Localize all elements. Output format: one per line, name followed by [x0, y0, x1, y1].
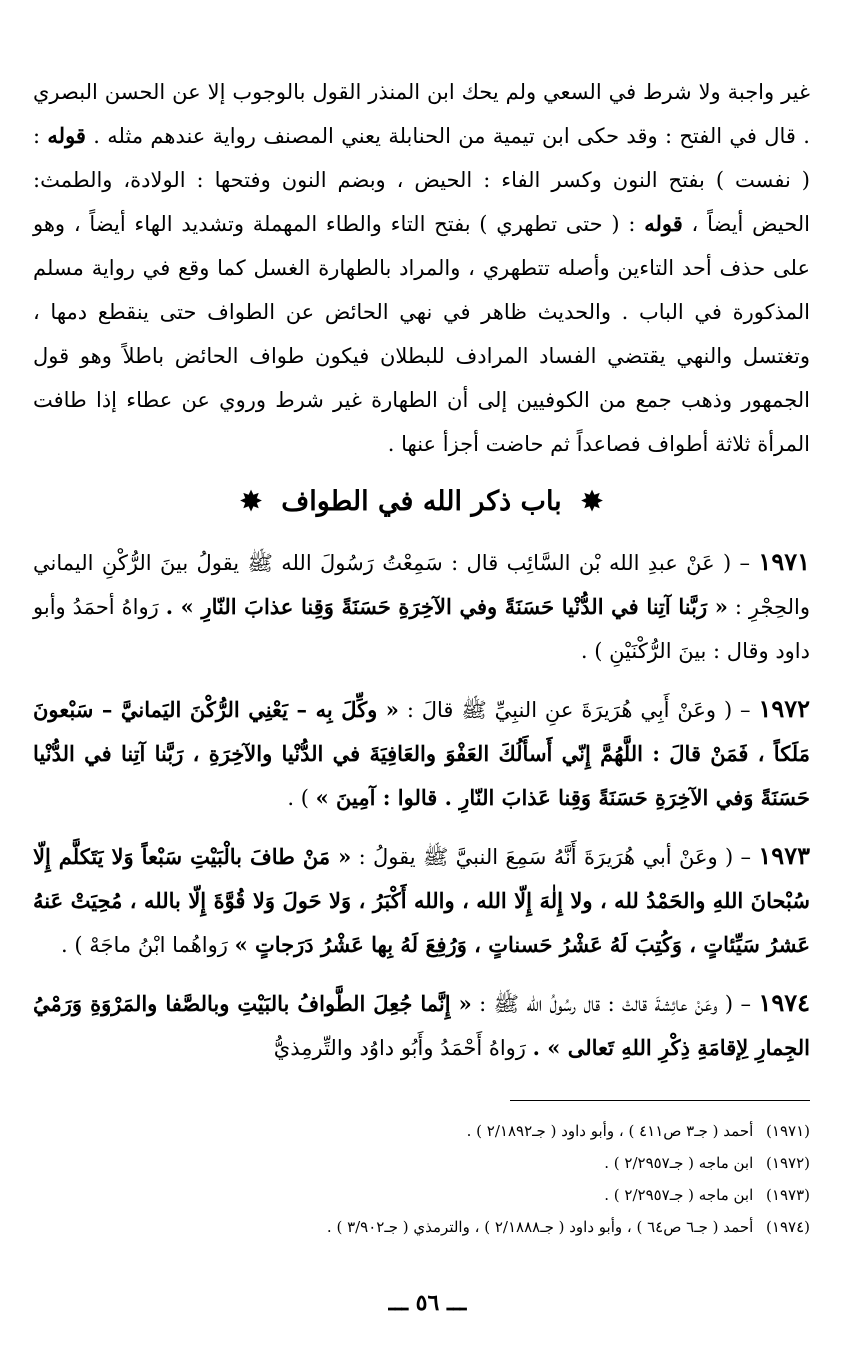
hadith-chain: – ( وعَنْ أبي هُرَيرَةَ أَنَّهُ سَمِعَ النبيَّ ﷺ يقولُ : [358, 845, 752, 869]
page-number: ـــ ٥٦ ـــ [388, 1290, 467, 1316]
intro-paragraph [33, 70, 810, 466]
star-ornament-icon: ✸ [240, 487, 262, 517]
footnote [33, 1115, 810, 1147]
hadith-source: ) . [287, 786, 309, 810]
star-ornament-icon: ✸ [581, 487, 603, 517]
footnote-text: ابن ماجه ( جـ٢/٢٩٥٧ ) . [604, 1186, 754, 1204]
hadith-number: ١٩٧٤ [758, 988, 810, 1017]
footnote-number: (١٩٧٤) [766, 1218, 810, 1236]
hadith-source: رَواهُما ابْنُ ماجَهْ ) . [61, 933, 228, 957]
chapter-heading [33, 480, 810, 524]
hadith-text: « مَنْ طافَ بالْبَيْتِ سَبْعاً وَلا يَتَكلَّم إِلّا سُبْحانَ اللهِ والحَمْدُ لله ، ولا إِلٰهَ إِلّا الله ، والله أَكْبَرُ ، وَلا حَولَ وَلا قُوَّةَ إِلّا بالله ، مُحِيَتْ عَنهُ عَشرُ سَيِّئاتٍ ، وَكُتِبَ لَهُ عَشْرُ حَسناتٍ ، وَرُفِعَ لَهُ بِها عَشْرُ دَرَجاتٍ » [33, 844, 810, 957]
hadith-entry [33, 687, 810, 820]
qawluh-label-2: قوله [644, 211, 683, 236]
footnote-number: (١٩٧٣) [766, 1186, 810, 1204]
intro-text-2: : ( نفست ) بفتح النون وكسر الفاء : الحيض ، وبضم النون وفتحها : الولادة، والطمث: الحيض أيضاً ، [33, 124, 810, 236]
footnote-text: ابن ماجه ( جـ٢/٢٩٥٧ ) . [604, 1154, 754, 1172]
qawluh-label-1: قوله [47, 123, 86, 148]
hadith-source: رَواهُ أحمَدُ وأبو داود وقال : بينَ الرُّكْنَيْنِ ) . [33, 595, 810, 663]
hadith-entry [33, 540, 810, 673]
footnote-divider [510, 1100, 810, 1101]
footnotes-section [33, 1100, 810, 1243]
footnote [33, 1179, 810, 1211]
hadith-entry [33, 981, 810, 1070]
hadith-number: ١٩٧١ [758, 547, 810, 576]
intro-text-3: : ( حتى تطهري ) بفتح التاء والطاء المهملة وتشديد الهاء أيضاً ، وهو على حذف أحد التاءين وأصله تتطهري ، والمراد بالطهارة الغسل كما وقع في رواية مسلم المذكورة في الباب . والحديث ظاهر في نهي الحائض عن الطواف حتى ينقطع دمها ، وتغتسل والنهي يقتضي الفساد المرادف للبطلان فيكون طواف الحائض باطلاً وهو قول الجمهور وذهب جمع من الكوفيين إلى أن الطهارة غير شرط وروي عن عطاء إذا طافت المرأة ثلاثة أطواف فصاعداً ثم حاضت أجزأ عنها . [33, 212, 810, 456]
footnote-number: (١٩٧١) [766, 1122, 810, 1140]
footnote [33, 1147, 810, 1179]
footnote-text: أحمد ( جـ٣ ص٤١١ ) ، وأبو داود ( جـ٢/١٨٩٢ ) . [466, 1122, 754, 1140]
hadith-text: « رَبَّنا آتِنا في الدُّنْيا حَسَنَةً وفي الآخِرَةِ حَسَنَةً وَقِنا عذابَ النّارِ » . [165, 594, 728, 619]
chapter-title: باب ذكر الله في الطواف [281, 486, 562, 517]
footnote-number: (١٩٧٢) [766, 1154, 810, 1172]
hadith-number: ١٩٧٢ [758, 694, 810, 723]
hadith-text: « وكِّلَ بِه – يَعْنِي الرُّكْنَ اليَمانيَّ – سَبْعونَ مَلَكاً ، فَمَنْ قالَ : اللَّهُمَّ إِنّي أَسأَلُكَ العَفْوَ والعَافِيَةَ في الدُّنْيا والآخِرَةِ ، رَبَّنا آتِنا في الدُّنْيا حَسَنَةً وَفي الآخِرَةِ حَسَنَةً وَقِنا عَذابَ النّارِ . قالوا : آمِينَ » [33, 697, 810, 810]
hadith-chain: – ( وعَنْ أَبِي هُرَيرَةَ عنِ النبِيِّ ﷺ قالَ : [406, 698, 751, 722]
hadith-text: « إِنَّما جُعِلَ الطَّوافُ بالبَيْتِ وبالصَّفا والمَرْوَةِ وَرَمْيُ الجِمارِ لِإقامَةِ ذِكْرِ اللهِ تَعالى » . [33, 991, 810, 1060]
hadith-chain: – ( وعَنْ عائِشةَ قالتْ : قال رسُولُ الله ﷺ : [479, 992, 752, 1016]
hadith-chain: – ( عَنْ عبدِ الله بْن السَّائِب قال : سَمِعْتُ رَسُولَ الله ﷺ يقولُ بينَ الرُّكْنِ اليماني والحِجْرِ : [33, 551, 810, 619]
footnote-text: أحمد ( جـ٦ ص٦٤ ) ، وأبو داود ( جـ٢/١٨٨٨ ) ، والترمذي ( جـ٣/٩٠٢ ) . [326, 1218, 754, 1236]
intro-text-1: غير واجبة ولا شرط في السعي ولم يحك ابن المنذر القول بالوجوب إلا عن الحسن البصري . قال في الفتح : وقد حكى ابن تيمية من الحنابلة يعني المصنف رواية عندهم مثله . [33, 80, 810, 148]
hadith-entry [33, 834, 810, 967]
footnote [33, 1211, 810, 1243]
hadith-source: رَواهُ أَحْمَدُ وأَبُو داوُد والتِّرمِذيُّ [273, 1036, 526, 1060]
hadith-number: ١٩٧٣ [758, 841, 810, 870]
